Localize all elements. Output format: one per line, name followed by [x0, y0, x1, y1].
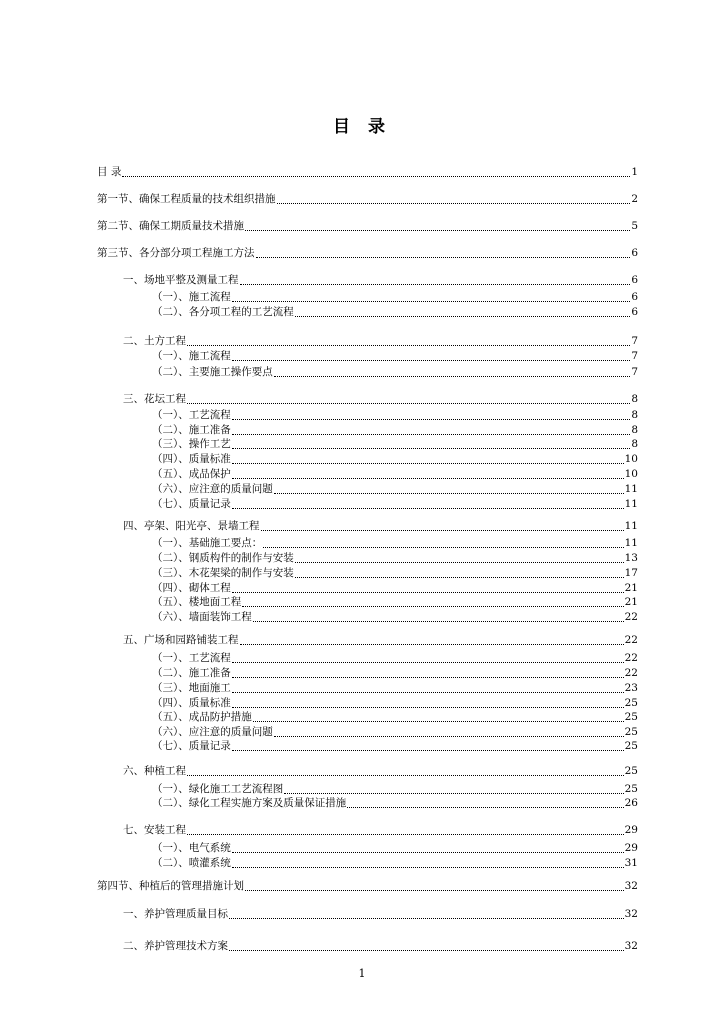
toc-entry-level-1[interactable]: [123, 940, 638, 953]
dot-leader: [263, 537, 623, 548]
toc-entry-page: 23: [624, 682, 638, 694]
dot-leader: [261, 520, 624, 531]
dot-leader: [232, 453, 624, 464]
dot-leader: [232, 498, 624, 509]
toc-entry-page: 6: [631, 306, 638, 318]
dot-leader: [295, 306, 631, 317]
dot-leader: [274, 483, 624, 494]
toc-entry-page: 29: [624, 842, 638, 854]
toc-entry-level-2[interactable]: [152, 537, 638, 550]
dot-leader: [256, 247, 631, 258]
toc-entry-page: 29: [624, 824, 638, 836]
toc-entry-level-1[interactable]: [123, 335, 638, 348]
toc-entry-page: 21: [624, 582, 638, 594]
toc-entry-text: （六）、墙面装饰工程: [152, 611, 252, 623]
dot-leader: [232, 291, 631, 302]
toc-entry-level-2[interactable]: [152, 842, 638, 855]
toc-entry-level-2[interactable]: [152, 438, 638, 451]
toc-entry-level-1[interactable]: [123, 908, 638, 921]
toc-entry-page: 7: [631, 350, 638, 362]
dot-leader: [232, 438, 631, 449]
toc-entry-page: 25: [624, 783, 638, 795]
dot-leader: [232, 468, 624, 479]
toc-entry-page: 25: [624, 711, 638, 723]
dot-leader: [295, 567, 624, 578]
toc-entry-page: 21: [624, 596, 638, 608]
toc-entry-level-2[interactable]: [152, 409, 638, 422]
toc-entry-page: 8: [631, 409, 638, 421]
toc-entry-level-2[interactable]: [152, 697, 638, 710]
toc-entry-level-2[interactable]: [152, 682, 638, 695]
toc-entry-text: （一）、工艺流程: [152, 409, 231, 421]
toc-entry-level-2[interactable]: [152, 611, 638, 624]
toc-entry-text: 二、土方工程: [123, 335, 186, 347]
toc-entry-text: 第三节、各分部分项工程施工方法: [97, 247, 255, 259]
toc-entry-text: （七）、质量记录: [152, 740, 231, 752]
dot-leader: [187, 335, 630, 346]
toc-entry-level-2[interactable]: [152, 740, 638, 753]
toc-entry-level-0[interactable]: [97, 166, 638, 179]
dot-leader: [347, 797, 623, 808]
toc-entry-page: 1: [631, 166, 638, 178]
toc-entry-page: 8: [631, 393, 638, 405]
toc-title: 目 录: [333, 117, 391, 137]
toc-entry-text: 五、广场和园路铺装工程: [123, 634, 239, 646]
dot-leader: [277, 193, 631, 204]
toc-entry-level-0[interactable]: [97, 220, 638, 233]
toc-entry-level-2[interactable]: [152, 667, 638, 680]
dot-leader: [232, 424, 631, 435]
toc-entry-page: 11: [624, 520, 638, 532]
toc-entry-text: （五）、成品防护措施: [152, 711, 252, 723]
toc-entry-page: 25: [624, 726, 638, 738]
toc-entry-text: （五）、成品保护: [152, 468, 231, 480]
toc-entry-level-1[interactable]: [123, 520, 638, 533]
toc-entry-text: 第一节、确保工程质量的技术组织措施: [97, 193, 276, 205]
dot-leader: [187, 393, 630, 404]
toc-entry-level-2[interactable]: [152, 291, 638, 304]
dot-leader: [245, 880, 624, 891]
dot-leader: [245, 220, 630, 231]
toc-entry-level-2[interactable]: [152, 306, 638, 319]
toc-entry-page: 31: [624, 857, 638, 869]
toc-entry-text: 四、亭架、阳光亭、景墙工程: [123, 520, 260, 532]
toc-entry-page: 22: [624, 667, 638, 679]
toc-entry-text: 第二节、确保工期质量技术措施: [97, 220, 244, 232]
toc-entry-text: 一、养护管理质量目标: [123, 908, 228, 920]
toc-entry-text: （二）、绿化工程实施方案及质量保证措施: [152, 797, 347, 809]
toc-entry-level-1[interactable]: [123, 634, 638, 647]
toc-entry-page: 8: [631, 438, 638, 450]
page-number: 1: [358, 967, 366, 980]
toc-entry-level-2[interactable]: [152, 797, 638, 810]
toc-entry-level-2[interactable]: [152, 596, 638, 609]
dot-leader: [229, 940, 624, 951]
toc-entry-level-1[interactable]: [123, 274, 638, 287]
toc-entry-text: 六、种植工程: [123, 765, 186, 777]
toc-entry-level-2[interactable]: [152, 350, 638, 363]
toc-entry-text: （一）、绿化施工工艺流程图: [152, 783, 284, 795]
dot-leader: [232, 582, 624, 593]
dot-leader: [240, 274, 631, 285]
dot-leader: [232, 409, 631, 420]
toc-entry-text: （二）、主要施工操作要点: [152, 366, 273, 378]
dot-leader: [274, 726, 624, 737]
toc-entry-page: 6: [631, 291, 638, 303]
dot-leader: [242, 596, 623, 607]
toc-entry-text: （三）、操作工艺: [152, 438, 231, 450]
toc-entry-level-1[interactable]: [123, 393, 638, 406]
toc-entry-page: 32: [624, 880, 638, 892]
toc-entry-text: （三）、地面施工: [152, 682, 231, 694]
toc-entry-page: 22: [624, 652, 638, 664]
toc-entry-page: 10: [624, 453, 638, 465]
toc-entry-page: 7: [631, 366, 638, 378]
toc-entry-text: （四）、质量标准: [152, 697, 231, 709]
toc-entry-page: 13: [624, 552, 638, 564]
toc-entry-level-0[interactable]: [97, 247, 638, 260]
dot-leader: [284, 783, 623, 794]
toc-entry-text: 三、花坛工程: [123, 393, 186, 405]
dot-leader: [295, 552, 624, 563]
dot-leader: [253, 611, 624, 622]
dot-leader: [232, 682, 624, 693]
toc-entry-page: 5: [631, 220, 638, 232]
dot-leader: [232, 740, 624, 751]
toc-entry-page: 2: [631, 193, 638, 205]
toc-entry-text: 目 录: [97, 166, 122, 178]
toc-entry-text: （四）、质量标准: [152, 453, 231, 465]
toc-entry-text: （一）、施工流程: [152, 350, 231, 362]
dot-leader: [274, 366, 631, 377]
dot-leader: [187, 765, 624, 776]
toc-entry-text: （三）、木花架梁的制作与安装: [152, 567, 294, 579]
toc-entry-text: 一、场地平整及测量工程: [123, 274, 239, 286]
toc-entry-text: （二）、钢质构件的制作与安装: [152, 552, 294, 564]
toc-entry-page: 32: [624, 908, 638, 920]
toc-entry-level-2[interactable]: [152, 726, 638, 739]
dot-leader: [229, 908, 624, 919]
toc-entry-page: 25: [624, 740, 638, 752]
toc-entry-text: （四）、砌体工程: [152, 582, 231, 594]
toc-entry-page: 7: [631, 335, 638, 347]
toc-entry-page: 11: [624, 498, 638, 510]
toc-entry-page: 25: [624, 765, 638, 777]
dot-leader: [253, 711, 624, 722]
toc-entry-page: 6: [631, 274, 638, 286]
dot-leader: [122, 166, 630, 177]
toc-entry-page: 32: [624, 940, 638, 952]
toc-entry-level-2[interactable]: [152, 552, 638, 565]
toc-entry-page: 25: [624, 697, 638, 709]
toc-entry-level-0[interactable]: [97, 880, 638, 893]
dot-leader: [232, 667, 624, 678]
toc-entry-text: （一）、工艺流程: [152, 652, 231, 664]
toc-entry-page: 22: [624, 634, 638, 646]
toc-entry-page: 11: [624, 537, 638, 549]
toc-entry-page: 10: [624, 468, 638, 480]
toc-entry-level-2[interactable]: [152, 582, 638, 595]
toc-entry-text: 二、养护管理技术方案: [123, 940, 228, 952]
toc-entry-text: （二）、施工准备: [152, 424, 231, 436]
toc-entry-page: 26: [624, 797, 638, 809]
toc-entry-text: （五）、楼地面工程: [152, 596, 242, 608]
dot-leader: [187, 824, 624, 835]
toc-entry-text: （一）、基础施工要点：: [152, 537, 263, 549]
toc-entry-level-1[interactable]: [123, 765, 638, 778]
toc-entry-level-2[interactable]: [152, 567, 638, 580]
toc-entry-level-2[interactable]: [152, 652, 638, 665]
toc-entry-text: （六）、应注意的质量问题: [152, 726, 273, 738]
toc-entry-page: 8: [631, 424, 638, 436]
toc-entry-level-2[interactable]: [152, 857, 638, 870]
toc-entry-page: 17: [624, 567, 638, 579]
toc-entry-text: （二）、各分项工程的工艺流程: [152, 306, 294, 318]
toc-entry-text: （一）、施工流程: [152, 291, 231, 303]
toc-entry-text: （七）、质量记录: [152, 498, 231, 510]
toc-entry-text: （一）、电气系统: [152, 842, 231, 854]
dot-leader: [232, 857, 624, 868]
toc-entry-level-2[interactable]: [152, 483, 638, 496]
toc-entry-level-2[interactable]: [152, 783, 638, 796]
toc-entry-level-0[interactable]: [97, 193, 638, 206]
dot-leader: [232, 697, 624, 708]
toc-entry-text: （六）、应注意的质量问题: [152, 483, 273, 495]
toc-entry-level-2[interactable]: [152, 453, 638, 466]
dot-leader: [232, 842, 624, 853]
toc-entry-level-2[interactable]: [152, 468, 638, 481]
dot-leader: [232, 652, 624, 663]
toc-entry-level-2[interactable]: [152, 366, 638, 379]
toc-entry-page: 22: [624, 611, 638, 623]
dot-leader: [232, 350, 631, 361]
toc-entry-text: 第四节、种植后的管理措施计划: [97, 880, 244, 892]
toc-entry-page: 11: [624, 483, 638, 495]
toc-entry-page: 6: [631, 247, 638, 259]
toc-entry-text: 七、安装工程: [123, 824, 186, 836]
toc-entry-text: （二）、喷灌系统: [152, 857, 231, 869]
toc-entry-level-1[interactable]: [123, 824, 638, 837]
toc-entry-text: （二）、施工准备: [152, 667, 231, 679]
toc-entry-level-2[interactable]: [152, 424, 638, 437]
dot-leader: [240, 634, 624, 645]
toc-entry-level-2[interactable]: [152, 711, 638, 724]
toc-entry-level-2[interactable]: [152, 498, 638, 511]
